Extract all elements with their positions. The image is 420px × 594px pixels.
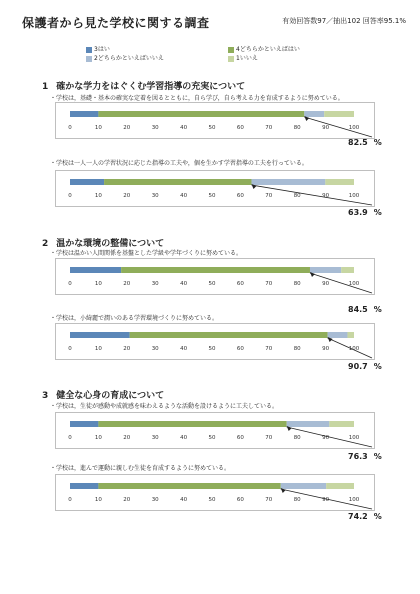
tick-label: 0 (68, 193, 72, 199)
chart-panel-6 (55, 474, 375, 511)
question-2: ・学校は一人一人の学習状況に応じた指導の工夫や，個を生かす学習指導の工夫を行っている。 (50, 160, 308, 167)
pointer-arrow (304, 117, 372, 137)
chart-panel-2 (55, 170, 375, 207)
tick-label: 60 (236, 497, 244, 503)
tick-label: 80 (293, 125, 301, 131)
tick-label: 100 (348, 346, 360, 352)
result-unit: % (373, 512, 382, 521)
bar-segment (104, 179, 251, 185)
tick-label: 40 (180, 125, 188, 131)
tick-label: 50 (208, 125, 216, 131)
bar-segment (325, 179, 354, 185)
result-value: 63.9 (348, 208, 368, 217)
result-4 (348, 362, 382, 371)
bar-segment (70, 421, 98, 427)
tick-label: 40 (180, 346, 188, 352)
tick-label: 70 (265, 125, 273, 131)
tick-label: 10 (94, 125, 102, 131)
legend-item-2 (86, 55, 164, 63)
tick-label: 80 (293, 281, 301, 287)
page-title: 保護者から見た学校に関する調査 (22, 16, 210, 30)
chart-panel-3 (55, 258, 375, 295)
question-4: ・学校は，小綺麗で潤いのある学習環境づくりに努めている。 (50, 315, 219, 322)
result-6 (348, 512, 382, 521)
bar-chart (56, 413, 374, 448)
result-unit: % (373, 362, 382, 371)
tick-label: 50 (208, 281, 216, 287)
tick-label: 80 (293, 346, 301, 352)
result-1 (348, 138, 382, 147)
tick-label: 60 (236, 281, 244, 287)
legend-num: 3 (94, 46, 98, 53)
tick-label: 80 (293, 497, 301, 503)
bar-segment (70, 111, 98, 117)
legend-num: 2 (94, 55, 98, 62)
tick-label: 70 (265, 193, 273, 199)
legend-label: どちらかといえばいいえ (97, 55, 164, 62)
bar-chart (56, 475, 374, 510)
result-value: 90.7 (348, 362, 368, 371)
tick-label: 90 (322, 193, 330, 199)
tick-label: 80 (293, 435, 301, 441)
bar-segment (70, 332, 130, 338)
tick-label: 90 (322, 497, 330, 503)
pointer-arrow (310, 273, 372, 293)
bar-segment (287, 421, 330, 427)
tick-label: 60 (236, 193, 244, 199)
result-value: 82.5 (348, 138, 368, 147)
bar-segment (98, 483, 280, 489)
tick-label: 0 (68, 125, 72, 131)
tick-label: 30 (151, 497, 159, 503)
tick-label: 10 (94, 193, 102, 199)
legend-label: はい (97, 46, 110, 53)
bar-segment (310, 267, 341, 273)
bar-segment (324, 111, 354, 117)
result-unit: % (373, 208, 382, 217)
tick-label: 60 (236, 125, 244, 131)
tick-label: 70 (265, 497, 273, 503)
bar-segment (328, 332, 348, 338)
result-unit: % (373, 138, 382, 147)
legend-label: どちらかといえばはい (239, 46, 300, 53)
tick-label: 20 (123, 193, 131, 199)
tick-label: 50 (208, 435, 216, 441)
tick-label: 100 (348, 435, 360, 441)
tick-label: 10 (94, 435, 102, 441)
bar-segment (70, 179, 104, 185)
tick-label: 50 (208, 497, 216, 503)
bar-segment (347, 332, 354, 338)
tick-label: 30 (151, 125, 159, 131)
tick-label: 70 (265, 346, 273, 352)
legend-swatch (228, 47, 234, 53)
legend-swatch (86, 47, 92, 53)
tick-label: 60 (236, 435, 244, 441)
tick-label: 10 (94, 346, 102, 352)
bar-segment (326, 483, 354, 489)
legend (86, 46, 346, 68)
section-title: 健全な心身の育成について (56, 391, 165, 401)
tick-label: 50 (208, 346, 216, 352)
result-value: 76.3 (348, 452, 368, 461)
bar-chart (56, 103, 374, 138)
result-unit: % (373, 452, 382, 461)
tick-label: 70 (265, 281, 273, 287)
bar-segment (304, 111, 324, 117)
tick-label: 80 (293, 193, 301, 199)
result-unit: % (373, 305, 382, 314)
bar-segment (329, 421, 354, 427)
chart-panel-4 (55, 323, 375, 360)
pointer-arrow (328, 338, 372, 358)
tick-label: 20 (123, 497, 131, 503)
section-number: 3 (42, 391, 49, 401)
tick-label: 40 (180, 193, 188, 199)
bar-segment (130, 332, 328, 338)
tick-label: 0 (68, 346, 72, 352)
question-3: ・学校は温かい人間関係を基盤とした学級や学年づくりに努めている。 (50, 250, 243, 257)
legend-item-1 (228, 55, 258, 63)
bar-segment (98, 421, 286, 427)
section-heading-3 (42, 388, 164, 401)
section-number: 1 (42, 82, 49, 92)
tick-label: 10 (94, 281, 102, 287)
header-stats: 有効回答数97／抽出102 回答率95.1% (282, 17, 406, 25)
question-1: ・学校は，基礎・基本の確実な定着を図るとともに，自ら学び，自ら考える力を育成するように努めている。 (50, 95, 344, 102)
bar-segment (70, 267, 121, 273)
tick-label: 40 (180, 435, 188, 441)
tick-label: 90 (322, 435, 330, 441)
tick-label: 100 (348, 125, 360, 131)
tick-label: 40 (180, 497, 188, 503)
bar-segment (70, 483, 98, 489)
result-value: 74.2 (348, 512, 368, 521)
result-5 (348, 452, 382, 461)
tick-label: 100 (348, 281, 360, 287)
tick-label: 90 (322, 281, 330, 287)
tick-label: 0 (68, 281, 72, 287)
tick-label: 70 (265, 435, 273, 441)
tick-label: 90 (322, 346, 330, 352)
bar-segment (121, 267, 310, 273)
bar-segment (251, 179, 325, 185)
tick-label: 90 (322, 125, 330, 131)
section-heading-1 (42, 79, 245, 92)
tick-label: 100 (348, 193, 360, 199)
legend-swatch (86, 56, 92, 62)
tick-label: 50 (208, 193, 216, 199)
chart-panel-5 (55, 412, 375, 449)
tick-label: 0 (68, 435, 72, 441)
bar-chart (56, 259, 374, 294)
result-2 (348, 208, 382, 217)
legend-label: いいえ (239, 55, 258, 62)
tick-label: 40 (180, 281, 188, 287)
tick-label: 0 (68, 497, 72, 503)
bar-segment (98, 111, 304, 117)
tick-label: 20 (123, 125, 131, 131)
legend-item-4 (228, 46, 300, 54)
tick-label: 30 (151, 193, 159, 199)
legend-num: 1 (236, 55, 240, 62)
tick-label: 10 (94, 497, 102, 503)
result-3 (348, 305, 382, 314)
tick-label: 20 (123, 435, 131, 441)
tick-label: 30 (151, 281, 159, 287)
bar-segment (341, 267, 354, 273)
legend-item-3 (86, 46, 110, 54)
result-value: 84.5 (348, 305, 368, 314)
section-title: 確かな学力をはぐくむ学習指導の充実について (56, 82, 246, 92)
question-5: ・学校は，生徒が感動や成就感を味わえるような活動を設けるように工夫している。 (50, 403, 279, 410)
bar-segment (281, 483, 326, 489)
section-title: 温かな環境の整備について (56, 239, 165, 249)
question-6: ・学校は，進んで運動に親しむ生徒を育成するように努めている。 (50, 465, 231, 472)
bar-chart (56, 324, 374, 359)
tick-label: 100 (348, 497, 360, 503)
tick-label: 20 (123, 346, 131, 352)
bar-chart (56, 171, 374, 206)
tick-label: 20 (123, 281, 131, 287)
legend-swatch (228, 56, 234, 62)
tick-label: 30 (151, 435, 159, 441)
legend-num: 4 (236, 46, 240, 53)
tick-label: 30 (151, 346, 159, 352)
section-number: 2 (42, 239, 49, 249)
tick-label: 60 (236, 346, 244, 352)
chart-panel-1 (55, 102, 375, 139)
